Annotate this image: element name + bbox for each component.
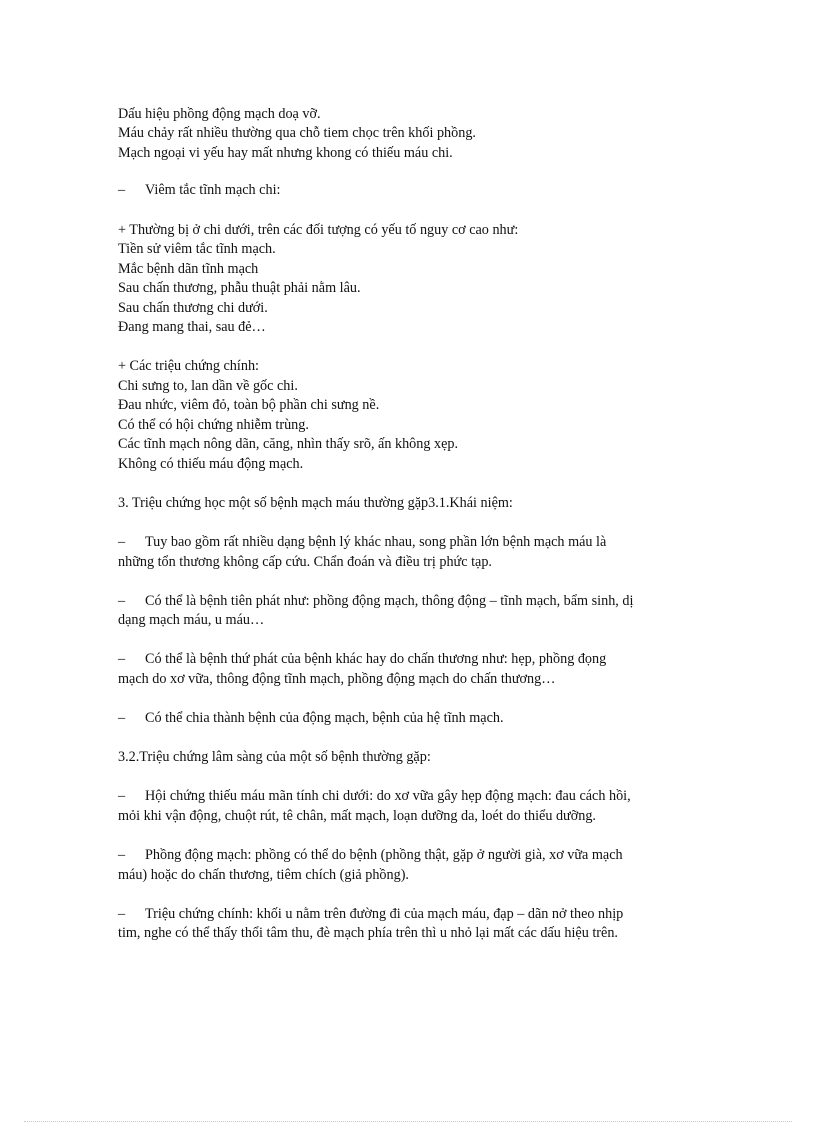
text-line: Các tĩnh mạch nông dãn, căng, nhìn thấy srõ, ấn không xẹp. <box>118 436 459 452</box>
page-bottom-divider <box>24 1121 792 1122</box>
bullet-item <box>118 846 623 865</box>
dash-bullet: – <box>118 847 126 863</box>
text-line: Dấu hiệu phồng động mạch doạ vỡ. <box>118 106 321 122</box>
text-line: Đang mang thai, sau đẻ… <box>118 319 266 335</box>
text-line: Đau nhức, viêm đỏ, toàn bộ phần chi sưng nề. <box>118 397 380 413</box>
dash-bullet: – <box>118 710 126 726</box>
text-line: mỏi khi vận động, chuột rút, tê chân, mất mạch, loạn dưỡng da, loét do thiểu dưỡng. <box>118 808 596 824</box>
text-line: Sau chấn thương chi dưới. <box>118 300 268 316</box>
text-line: Triệu chứng chính: khối u nằm trên đường đi của mạch máu, đạp – dãn nở theo nhịp <box>145 906 624 922</box>
text-line: Viêm tắc tĩnh mạch chi: <box>145 182 281 198</box>
dash-bullet: – <box>118 906 126 922</box>
text-line: Sau chấn thương, phẫu thuật phải nằm lâu. <box>118 280 361 296</box>
text-line: Có thể chia thành bệnh của động mạch, bệnh của hệ tĩnh mạch. <box>145 710 504 726</box>
dash-bullet: – <box>118 534 126 550</box>
text-line: + Thường bị ở chi dưới, trên các đối tượng có yếu tố nguy cơ cao như: <box>118 222 519 238</box>
text-line: những tổn thương không cấp cứu. Chẩn đoán và điều trị phức tạp. <box>118 554 492 570</box>
dash-bullet: – <box>118 593 126 609</box>
bullet-item <box>118 709 504 728</box>
dash-bullet: – <box>118 182 126 198</box>
dash-bullet: – <box>118 788 126 804</box>
text-line: + Các triệu chứng chính: <box>118 358 259 374</box>
bullet-item <box>118 905 623 924</box>
section-heading: 3.2.Triệu chứng lâm sàng của một số bệnh thường gặp: <box>118 749 431 765</box>
text-line: Có thể là bệnh tiên phát như: phồng động mạch, thông động – tĩnh mạch, bẩm sinh, dị <box>145 593 634 609</box>
text-line: Không có thiếu máu động mạch. <box>118 456 304 472</box>
dash-bullet: – <box>118 651 126 667</box>
text-line: Tuy bao gồm rất nhiều dạng bệnh lý khác nhau, song phần lớn bệnh mạch máu là <box>145 534 607 550</box>
bullet-item <box>118 787 631 806</box>
text-line: Có thể có hội chứng nhiễm trùng. <box>118 417 309 433</box>
section-heading: 3. Triệu chứng học một số bệnh mạch máu thường gặp3.1.Khái niệm: <box>118 495 513 511</box>
text-line: máu) hoặc do chấn thương, tiêm chích (giả phồng). <box>118 867 409 883</box>
text-line: Chi sưng to, lan dần về gốc chi. <box>118 378 298 394</box>
bullet-item <box>118 181 280 200</box>
bullet-item <box>118 592 633 611</box>
text-line: Có thể là bệnh thứ phát của bệnh khác hay do chấn thương như: hẹp, phồng đọng <box>145 651 607 667</box>
text-line: Hội chứng thiếu máu mãn tính chi dưới: do xơ vữa gây hẹp động mạch: đau cách hồi, <box>145 788 631 804</box>
bullet-item <box>118 650 606 669</box>
text-line: Phồng động mạch: phồng có thể do bệnh (phồng thật, gặp ở người già, xơ vữa mạch <box>145 847 623 863</box>
text-line: tim, nghe có thể thấy thổi tâm thu, đè mạch phía trên thì u nhỏ lại mất các dấu hiệu trên. <box>118 925 618 941</box>
text-line: dạng mạch máu, u máu… <box>118 612 265 628</box>
bullet-item <box>118 533 606 552</box>
text-line: Máu chảy rất nhiều thường qua chỗ tiem chọc trên khối phồng. <box>118 125 476 141</box>
text-line: Mạch ngoại vi yếu hay mất nhưng khong có thiếu máu chi. <box>118 145 453 161</box>
text-line: Tiền sử viêm tắc tĩnh mạch. <box>118 241 276 257</box>
text-line: mạch do xơ vữa, thông động tĩnh mạch, phồng động mạch do chấn thương… <box>118 671 556 687</box>
text-line: Mắc bệnh dãn tĩnh mạch <box>118 261 259 277</box>
